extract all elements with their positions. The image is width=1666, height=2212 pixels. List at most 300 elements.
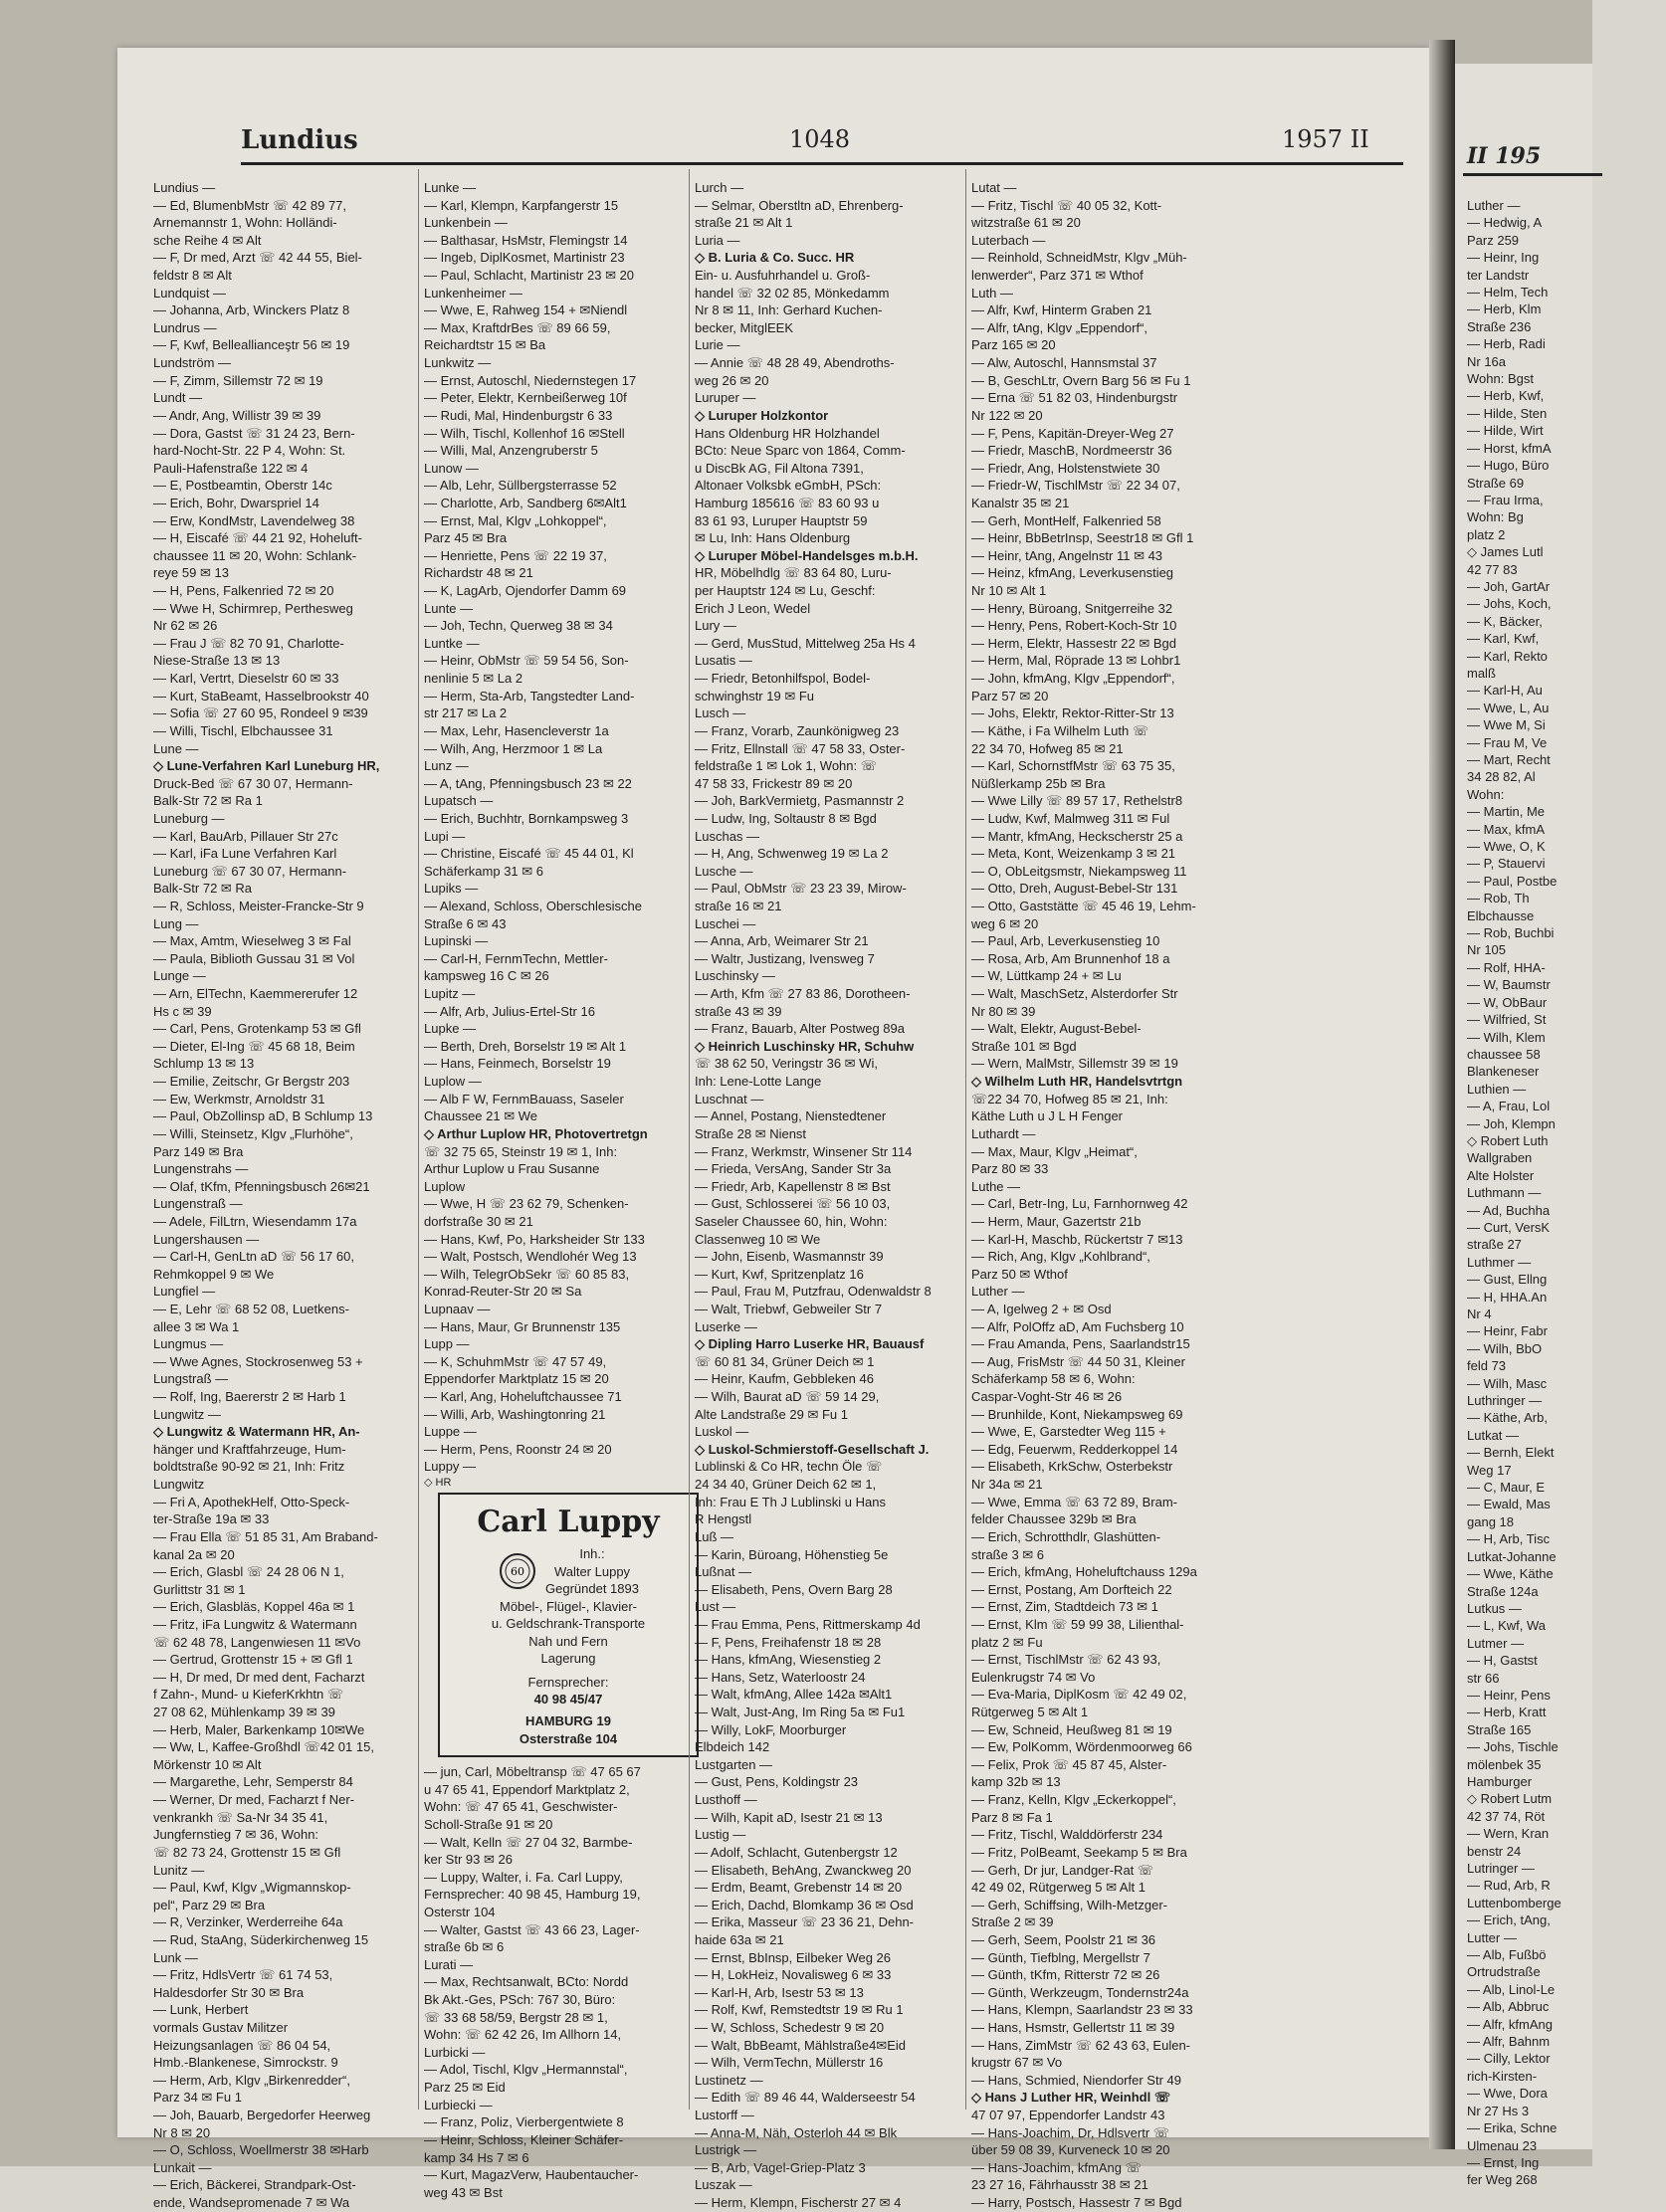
- directory-entry: Hamburg 185616 ☏ 83 60 93 u: [695, 495, 880, 510]
- directory-entry: — Willi, Arb, Washingtonring 21: [424, 1406, 606, 1422]
- surname-heading: Lungmus —: [153, 1336, 224, 1352]
- directory-entry: — Max, Lehr, Hasencleverstr 1a: [424, 722, 609, 738]
- ad-line-1: Möbel-, Flügel-, Klavier-: [500, 1598, 637, 1614]
- directory-entry: — Kurt, StaBeamt, Hasselbrookstr 40: [153, 688, 369, 704]
- surname-heading: Luneburg —: [153, 810, 225, 826]
- directory-entry: — Hans-Joachim, Dr, Hdlsvertr ☏: [971, 2124, 1170, 2140]
- directory-entry: — Franz, Bauarb, Alter Postweg 89a: [695, 1021, 905, 1037]
- directory-entry: — Erich, kfmAng, Hoheluftchauss 129a: [971, 1564, 1197, 1580]
- ad-owner: Walter Luppy: [553, 1563, 631, 1579]
- directory-entry: — E, Lehr ☏ 68 52 08, Luetkens-: [153, 1302, 349, 1316]
- surname-heading: Luschnat —: [695, 1091, 764, 1106]
- directory-entry: Parz 165 ✉ 20: [971, 337, 1056, 353]
- directory-entry: u 47 65 41, Eppendorf Marktplatz 2,: [424, 1781, 630, 1797]
- directory-entry: — Hans, Klempn, Saarlandstr 23 ✉ 33: [971, 2002, 1193, 2018]
- directory-entry: — Annie ☏ 48 28 49, Abendroths-: [695, 355, 895, 371]
- directory-entry: — Wilh, TelegrObSekr ☏ 60 85 83,: [424, 1266, 630, 1282]
- directory-page: [117, 48, 1429, 2211]
- surname-heading: Lutat —: [971, 180, 1017, 195]
- directory-entry: — Max, Amtm, Wieselweg 3 ✉ Fal: [153, 933, 351, 949]
- directory-entry: — Wilh, Kapit aD, Isestr 21 ✉ 13: [695, 1809, 883, 1825]
- directory-entry: — Friedr-W, TischlMstr ☏ 22 34 07,: [971, 478, 1180, 494]
- directory-entry: — Hans, Hsmstr, Gellertstr 11 ✉ 39: [971, 2019, 1175, 2035]
- book-gutter: [1429, 40, 1455, 2149]
- surname-heading: Luß —: [695, 1528, 734, 1544]
- next-page-line: Lutkus —: [1467, 1600, 1522, 1616]
- next-page-line: Straße 124a: [1467, 1583, 1539, 1599]
- directory-entry: Käthe Luth u J L H Fenger: [971, 1108, 1124, 1124]
- surname-heading: Lury —: [695, 618, 736, 634]
- directory-entry: — Brunhilde, Kont, Niekampsweg 69: [971, 1406, 1183, 1422]
- next-page-line: Lutringer —: [1467, 1861, 1535, 1876]
- surname-heading: Lußnat —: [695, 1564, 752, 1580]
- next-page-line: — Hilde, Sten: [1467, 405, 1548, 421]
- directory-entry: Arthur Luplow u Frau Susanne: [424, 1161, 600, 1177]
- surname-heading: Lundrus —: [153, 319, 217, 335]
- surname-heading: Lurati —: [424, 1956, 474, 1972]
- surname-heading: Luterbach —: [971, 232, 1046, 248]
- directory-entry: Ein- u. Ausfuhrhandel u. Groß-: [695, 268, 871, 284]
- next-page-line: Wallgraben: [1467, 1150, 1533, 1166]
- next-page-rule: [1463, 173, 1602, 176]
- directory-entry: — Wwe Agnes, Stockrosenweg 53 +: [153, 1353, 363, 1369]
- directory-entry: — Sofia ☏ 27 60 95, Rondeel 9 ✉39: [153, 705, 368, 721]
- next-page-line: Hamburger: [1467, 1773, 1533, 1789]
- directory-entry: — Ernst, TischlMstr ☏ 62 43 93,: [971, 1652, 1161, 1668]
- surname-heading: Luplow —: [424, 1074, 482, 1090]
- next-page-line: — H, Arb, Tisc: [1467, 1531, 1551, 1547]
- surname-heading: Luschas —: [695, 828, 760, 844]
- directory-entry: hänger und Kraftfahrzeuge, Hum-: [153, 1441, 346, 1457]
- directory-entry: — Ludw, Kwf, Malmweg 311 ✉ Ful: [971, 810, 1170, 826]
- surname-heading: Lunge —: [153, 968, 206, 984]
- directory-entry: — Ed, BlumenbMstr ☏ 42 89 77,: [153, 197, 347, 213]
- directory-entry: — A, tAng, Pfenningsbusch 23 ✉ 22: [424, 775, 632, 791]
- next-page-line: Lutkat-Johanne: [1467, 1548, 1557, 1564]
- directory-entry: Classenweg 10 ✉ We: [695, 1231, 821, 1247]
- directory-entry: schwinghstr 19 ✉ Fu: [695, 688, 814, 704]
- directory-entry: — Ludw, Ing, Soltaustr 8 ✉ Bgd: [695, 810, 877, 826]
- surname-heading: Lunitz —: [153, 1862, 205, 1878]
- directory-entry: — Ernst, Autoschl, Niedernstegen 17: [424, 372, 637, 388]
- directory-entry: — F, Zimm, Sillemstr 72 ✉ 19: [153, 372, 323, 388]
- directory-entry: — Franz, Poliz, Vierbergentwiete 8: [424, 2114, 624, 2130]
- directory-entry: — Dieter, El-Ing ☏ 45 68 18, Beim: [153, 1038, 355, 1054]
- directory-entry: — B, GeschLtr, Overn Barg 56 ✉ Fu 1: [971, 372, 1191, 388]
- directory-entry: boldtstraße 90-92 ✉ 21, Inh: Fritz: [153, 1459, 345, 1475]
- directory-entry: — H, Dr med, Dr med dent, Facharzt: [153, 1669, 365, 1685]
- directory-entry: chaussee 11 ✉ 20, Wohn: Schlank-: [153, 547, 357, 563]
- directory-entry: — Frieda, VersAng, Sander Str 3a: [695, 1161, 892, 1177]
- next-page-line: Nr 16a: [1467, 353, 1507, 369]
- next-page-line: Straße 165: [1467, 1721, 1532, 1737]
- directory-entry: — jun, Carl, Möbeltransp ☏ 47 65 67: [424, 1764, 641, 1780]
- directory-entry: — W, Schloss, Schedestr 9 ✉ 20: [695, 2019, 885, 2035]
- surname-heading: Lungenstraß —: [153, 1196, 243, 1212]
- next-page-line: 42 37 74, Röt: [1467, 1808, 1546, 1824]
- next-page-line: — Wwe, Dora: [1467, 2086, 1548, 2102]
- directory-entry: 23 27 16, Fährhausstr 38 ✉ 21: [971, 2177, 1148, 2193]
- directory-entry: Straße 6 ✉ 43: [424, 915, 507, 931]
- next-page-line: Luttenbomberge: [1467, 1895, 1562, 1910]
- directory-entry: Heizungsanlagen ☏ 86 04 54,: [153, 2037, 331, 2053]
- directory-entry: — Joh, BarkVermietg, Pasmannstr 2: [695, 793, 905, 809]
- directory-entry: Nr 8 ✉ 11, Inh: Gerhard Kuchen-: [695, 302, 883, 318]
- directory-entry: — Edg, Feuerwm, Redderkoppel 14: [971, 1441, 1178, 1457]
- anniversary-badge-icon: [498, 1551, 537, 1591]
- directory-entry: pel“, Parz 29 ✉ Bra: [153, 1897, 266, 1912]
- directory-entry: — Walt, Postsch, Wendlohér Weg 13: [424, 1249, 637, 1265]
- directory-entry: Gurlittstr 31 ✉ 1: [153, 1581, 246, 1597]
- next-page-line: — Erich, tAng,: [1467, 1912, 1551, 1928]
- next-page-line: — Helm, Tech: [1467, 285, 1549, 301]
- directory-entry: — Joh, Bauarb, Bergedorfer Heerweg: [153, 2108, 371, 2123]
- surname-heading: Lupinski —: [424, 933, 489, 949]
- directory-entry: — Carl-H, FernmTechn, Mettler-: [424, 950, 608, 966]
- next-page-lines: [1467, 197, 1666, 2189]
- directory-entry: — Willi, Steinsetz, Klgv „Flurhöhe“,: [153, 1125, 353, 1141]
- directory-entry: — Paula, Biblioth Gussau 31 ✉ Vol: [153, 950, 355, 966]
- next-page-line: — Paul, Postbe: [1467, 873, 1558, 889]
- surname-heading: Lustorff —: [695, 2108, 754, 2123]
- next-page-line: Luther —: [1467, 198, 1521, 213]
- directory-entry: — Alfr, tAng, Klgv „Eppendorf“,: [971, 319, 1148, 335]
- next-page-line: — C, Maur, E: [1467, 1480, 1546, 1496]
- directory-entry: — Günth, Tiefblng, Mergellstr 7: [971, 1949, 1150, 1965]
- directory-entry: witzstraße 61 ✉ 20: [971, 215, 1081, 231]
- directory-entry: — Herm, Elektr, Hassestr 22 ✉ Bgd: [971, 635, 1176, 651]
- directory-entry: — Frau Emma, Pens, Rittmerskamp 4d: [695, 1616, 921, 1632]
- directory-entry: Pauli-Hafenstraße 122 ✉ 4: [153, 460, 309, 476]
- directory-entry: — Karl-H, Arb, Isestr 53 ✉ 13: [695, 1984, 864, 2000]
- directory-entry: — Peter, Elektr, Kernbeißerweg 10f: [424, 390, 627, 406]
- directory-entry: — E, Postbeamtin, Oberstr 14c: [153, 478, 332, 494]
- next-page-line: — Alb, Fußbö: [1467, 1947, 1547, 1963]
- directory-entry: — Erich, Buchhtr, Bornkampsweg 3: [424, 810, 629, 826]
- next-page-line: — H, HHA.An: [1467, 1289, 1548, 1305]
- next-page-line: — Rob, Th: [1467, 891, 1530, 906]
- next-page-line: — Johs, Koch,: [1467, 596, 1552, 612]
- next-page-line: — Käthe, Arb,: [1467, 1410, 1548, 1426]
- directory-entry: — Franz, Werkmstr, Winsener Str 114: [695, 1143, 913, 1159]
- directory-entry: — Lunk, Herbert: [153, 2002, 249, 2018]
- next-page-line: — Hilde, Wirt: [1467, 423, 1544, 439]
- directory-entry: — Annel, Postang, Nienstedtener: [695, 1108, 887, 1124]
- directory-entry: — Max, Maur, Klgv „Heimat“,: [971, 1143, 1138, 1159]
- directory-entry: straße 43 ✉ 39: [695, 1003, 782, 1019]
- directory-entry: — Charlotte, Arb, Sandberg 6✉Alt1: [424, 495, 627, 510]
- next-page-line: — Ernst, Ing: [1467, 2154, 1540, 2170]
- directory-entry: — Wwe, E, Rahweg 154 + ✉Niendl: [424, 302, 628, 318]
- directory-entry: — Carl-H, GenLtn aD ☏ 56 17 60,: [153, 1249, 354, 1265]
- directory-entry: — Johs, Elektr, Rektor-Ritter-Str 13: [971, 705, 1174, 721]
- directory-entry: — K, SchuhmMstr ☏ 47 57 49,: [424, 1353, 607, 1369]
- surname-heading: Luskol —: [695, 1424, 749, 1440]
- next-page-line: — Wwe, Käthe: [1467, 1566, 1554, 1582]
- next-page-line: — Rud, Arb, R: [1467, 1878, 1551, 1894]
- directory-entry: — Paul, ObMstr ☏ 23 23 39, Mirow-: [695, 881, 907, 897]
- directory-entry: — Walt, MaschSetz, Alsterdorfer Str: [971, 986, 1178, 1002]
- next-page-line: — Herb, Kratt: [1467, 1705, 1547, 1720]
- directory-entry: — Mantr, kfmAng, Heckscherstr 25 a: [971, 828, 1183, 844]
- directory-entry: Osterstr 104: [424, 1904, 496, 1919]
- next-page-line: — Curt, VersK: [1467, 1219, 1551, 1235]
- surname-heading: Lunke —: [424, 180, 477, 195]
- next-page-line: Straße 69: [1467, 475, 1525, 491]
- directory-entry: — Heinz, kfmAng, Leverkusenstieg: [971, 565, 1174, 581]
- next-page-line: — Heinr, Ing: [1467, 250, 1540, 266]
- next-page-line: — Frau M, Ve: [1467, 734, 1548, 750]
- directory-entry: haide 63a ✉ 21: [695, 1931, 784, 1947]
- directory-entry: — Olaf, tKfm, Pfenningsbusch 26✉21: [153, 1178, 370, 1194]
- next-page-line: — Erika, Schne: [1467, 2120, 1558, 2136]
- directory-entry: Mörkenstr 10 ✉ Alt: [153, 1756, 262, 1772]
- directory-entry: — Paul, Schlacht, Martinistr 23 ✉ 20: [424, 268, 635, 284]
- directory-entry: — Alb F W, FernmBauass, Saseler: [424, 1091, 624, 1106]
- directory-entry: — Hans, ZimMstr ☏ 62 43 63, Eulen-: [971, 2037, 1190, 2053]
- directory-entry: — Waltr, Justizang, Ivensweg 7: [695, 950, 875, 966]
- directory-entry: Nr 34a ✉ 21: [971, 1477, 1043, 1493]
- directory-entry: — H, Pens, Falkenried 72 ✉ 20: [153, 583, 334, 599]
- directory-entry: Luneburg ☏ 67 30 07, Hermann-: [153, 863, 347, 879]
- directory-entry: ◇ Arthur Luplow HR, Photovertretgn: [424, 1125, 648, 1141]
- directory-entry: — Erdm, Beamt, Grebenstr 14 ✉ 20: [695, 1880, 903, 1896]
- next-page-line: — Alfr, kfmAng: [1467, 2016, 1553, 2032]
- directory-entry: — Adele, FilLtrn, Wiesendamm 17a: [153, 1213, 357, 1229]
- directory-entry: — Balthasar, HsMstr, Flemingstr 14: [424, 232, 628, 248]
- directory-entry: — Heinr, Schloss, Kleiner Schäfer-: [424, 2131, 624, 2147]
- entries-column-3: [695, 179, 961, 2211]
- directory-entry: felder Chaussee 329b ✉ Bra: [971, 1511, 1137, 1527]
- directory-entry: kamp 32b ✉ 13: [971, 1774, 1061, 1790]
- directory-entry: — Wwe, E, Garstedter Weg 115 +: [971, 1424, 1166, 1440]
- entries-column-1: [153, 179, 414, 2211]
- directory-entry: — Edith ☏ 89 46 44, Walderseestr 54: [695, 2090, 916, 2106]
- directory-entry: — Herm, Maur, Gazertstr 21b: [971, 1213, 1142, 1229]
- directory-entry: Straße 28 ✉ Nienst: [695, 1125, 807, 1141]
- directory-entry: ◇ Luruper Holzkontor: [695, 407, 829, 423]
- directory-entry: ☏ 62 48 78, Langenwiesen 11 ✉Vo: [153, 1634, 361, 1650]
- next-page-line: Luthmann —: [1467, 1185, 1542, 1201]
- next-page-line: Luthien —: [1467, 1081, 1527, 1097]
- directory-entry: — Heinr, Kaufm, Gebbleken 46: [695, 1371, 874, 1387]
- directory-entry: Jungfernstieg 7 ✉ 36, Wohn:: [153, 1827, 319, 1843]
- surname-heading: Lurbicki —: [424, 2044, 486, 2060]
- directory-entry: — Günth, tKfm, Ritterstr 72 ✉ 26: [971, 1967, 1160, 1983]
- next-page-line: Blankeneser: [1467, 1064, 1540, 1080]
- next-page-line: — Max, kfmA: [1467, 821, 1546, 837]
- next-page-line: fer Weg 268: [1467, 2172, 1538, 2188]
- directory-entry: straße 16 ✉ 21: [695, 898, 782, 913]
- directory-entry: — Gerh, MontHelf, Falkenried 58: [971, 512, 1161, 528]
- directory-entry: — Hans, Maur, Gr Brunnenstr 135: [424, 1318, 621, 1334]
- directory-entry: Schäferkamp 58 ✉ 6, Wohn:: [971, 1371, 1136, 1387]
- directory-entry: ✉ Lu, Inh: Hans Oldenburg: [695, 530, 851, 546]
- directory-entry: — Rolf, Kwf, Remstedtstr 19 ✉ Ru 1: [695, 2002, 904, 2018]
- next-page-line: Lutmer —: [1467, 1635, 1525, 1651]
- directory-entry: — Fritz, Tischl ☏ 40 05 32, Kott-: [971, 197, 1162, 213]
- next-page-line: rich-Kirsten-: [1467, 2068, 1538, 2084]
- directory-entry: — Wwe H, Schirmrep, Perthesweg: [153, 600, 353, 616]
- next-page-line: Luthringer —: [1467, 1393, 1543, 1409]
- directory-entry: — F, Pens, Freihafenstr 18 ✉ 28: [695, 1634, 882, 1650]
- next-page-line: feld 73: [1467, 1358, 1507, 1374]
- directory-entry: Parz 50 ✉ Wthof: [971, 1266, 1068, 1282]
- directory-entry: — Friedr, Betonhilfspol, Bodel-: [695, 671, 871, 687]
- directory-entry: ☏ 60 81 34, Grüner Deich ✉ 1: [695, 1353, 875, 1369]
- next-page-line: 42 77 83: [1467, 561, 1518, 577]
- directory-entry: — Ernst, Mal, Klgv „Lohkoppel“,: [424, 512, 607, 528]
- next-page-line: — H, Gastst: [1467, 1653, 1538, 1669]
- directory-entry: allee 3 ✉ Wa 1: [153, 1318, 240, 1334]
- directory-entry: — O, ObLeitgsmstr, Niekampsweg 11: [971, 863, 1187, 879]
- directory-entry: Luplow: [424, 1178, 466, 1194]
- directory-entry: ◇ Luskol-Schmierstoff-Gesellschaft J.: [695, 1441, 930, 1457]
- next-page-line: straße 27: [1467, 1237, 1522, 1253]
- next-page-edge: [1455, 64, 1592, 2188]
- directory-entry: über 59 08 39, Kurveneck 10 ✉ 20: [971, 2142, 1170, 2158]
- directory-entry: — Ernst, Postang, Am Dorfteich 22: [971, 1581, 1172, 1597]
- directory-entry: — Erich, Glasbläs, Koppel 46a ✉ 1: [153, 1599, 355, 1615]
- directory-entry: — Gust, Schlosserei ☏ 56 10 03,: [695, 1196, 891, 1212]
- directory-entry: — F, Dr med, Arzt ☏ 42 44 55, Biel-: [153, 250, 362, 266]
- running-head-year: 1957 II: [1282, 125, 1369, 153]
- directory-entry: — Aug, FrisMstr ☏ 44 50 31, Kleiner: [971, 1353, 1185, 1369]
- directory-entry: Fernsprecher: 40 98 45, Hamburg 19,: [424, 1887, 641, 1903]
- surname-heading: Luther —: [971, 1284, 1025, 1300]
- next-page-line: chaussee 58: [1467, 1046, 1541, 1062]
- surname-heading: Lurch —: [695, 180, 744, 195]
- directory-entry: 27 08 62, Mühlenkamp 39 ✉ 39: [153, 1705, 335, 1720]
- surname-heading: Lungenstrahs —: [153, 1161, 249, 1177]
- directory-entry: Straße 101 ✉ Bgd: [971, 1038, 1077, 1054]
- directory-entry: — Wilh, VermTechn, Müllerstr 16: [695, 2055, 884, 2071]
- directory-entry: — Rosa, Arb, Am Brunnenhof 18 a: [971, 950, 1170, 966]
- directory-entry: — Meta, Kont, Weizenkamp 3 ✉ 21: [971, 846, 1176, 862]
- directory-entry: — Adolf, Schlacht, Gutenbergstr 12: [695, 1844, 898, 1860]
- next-page-line: — W, ObBaur: [1467, 994, 1548, 1010]
- directory-entry: — Hans, Setz, Waterloostr 24: [695, 1669, 866, 1685]
- directory-entry: — Walt, Kelln ☏ 27 04 32, Barmbe-: [424, 1834, 633, 1850]
- surname-heading: Lunkenbein —: [424, 215, 508, 231]
- surname-heading: Lustgarten —: [695, 1756, 773, 1772]
- directory-entry: Nr 122 ✉ 20: [971, 407, 1043, 423]
- surname-heading: Lusche —: [695, 863, 753, 879]
- directory-entry: — Alw, Autoschl, Hannsmstal 37: [971, 355, 1157, 371]
- directory-entry: — Kurt, MagazVerw, Haubentaucher-: [424, 2167, 639, 2183]
- directory-entry: — R, Verzinker, Werderreihe 64a: [153, 1914, 343, 1930]
- directory-entry: — Gertrud, Grottenstr 15 + ✉ Gfl 1: [153, 1652, 353, 1668]
- next-page-line: — Ad, Buchha: [1467, 1202, 1551, 1218]
- next-page-line: — Wwe M, Si: [1467, 717, 1546, 733]
- surname-heading: Lupitz —: [424, 986, 476, 1002]
- directory-entry: Rütgerweg 5 ✉ Alt 1: [971, 1705, 1089, 1720]
- directory-entry: — Luppy, Walter, i. Fa. Carl Luppy,: [424, 1869, 623, 1885]
- directory-entry: Rehmkoppel 9 ✉ We: [153, 1266, 275, 1282]
- next-page-line: 34 28 82, Al: [1467, 769, 1536, 785]
- next-page-line: str 66: [1467, 1670, 1500, 1686]
- directory-entry: Parz 25 ✉ Eid: [424, 2080, 506, 2096]
- directory-entry: — Anna-M, Näh, Osterloh 44 ✉ Blk: [695, 2124, 898, 2140]
- directory-entry: — O, Schloss, Woellmerstr 38 ✉Harb: [153, 2142, 369, 2158]
- directory-entry: — Rolf, Ing, Baererstr 2 ✉ Harb 1: [153, 1389, 346, 1405]
- directory-entry: hard-Nocht-Str. 22 P 4, Wohn: St.: [153, 443, 346, 459]
- directory-entry: — Ww, L, Kaffee-Großhdl ☏42 01 15,: [153, 1739, 374, 1755]
- directory-entry: — Eva-Maria, DiplKosm ☏ 42 49 02,: [971, 1687, 1187, 1703]
- surname-heading: Lustinetz —: [695, 2072, 763, 2088]
- directory-entry: — Friedr, Arb, Kapellenstr 8 ✉ Bst: [695, 1178, 891, 1194]
- directory-entry: — Karl, Vertrt, Dieselstr 60 ✉ 33: [153, 671, 339, 687]
- directory-entry: — Carl, Betr-Ing, Lu, Farnhornweg 42: [971, 1196, 1188, 1212]
- ad-line-4: Lagerung: [540, 1651, 596, 1667]
- surname-heading: Luschei —: [695, 915, 756, 931]
- column-divider: [689, 169, 690, 2110]
- directory-entry: — Wilh, Ang, Herzmoor 1 ✉ La: [424, 740, 603, 756]
- next-page-line: — Heinr, Fabr: [1467, 1323, 1548, 1339]
- directory-entry: Wohn: ☏ 62 42 26, Im Allhorn 14,: [424, 2027, 622, 2043]
- directory-entry: 24 34 40, Grüner Deich 62 ✉ 1,: [695, 1477, 877, 1493]
- directory-entry: 83 61 93, Luruper Hauptstr 59: [695, 512, 868, 528]
- next-page-line: — Rolf, HHA-: [1467, 959, 1546, 975]
- directory-entry: Caspar-Voght-Str 46 ✉ 26: [971, 1389, 1123, 1405]
- directory-entry: kampsweg 16 C ✉ 26: [424, 968, 549, 984]
- surname-heading: Lunte —: [424, 600, 474, 616]
- directory-entry: — Arn, ElTechn, Kaemmererufer 12: [153, 986, 358, 1002]
- directory-entry: R Hengstl: [695, 1511, 752, 1527]
- next-page-line: — Herb, Radi: [1467, 336, 1546, 352]
- directory-entry: — Paul, Kwf, Klgv „Wigmannskop-: [153, 1880, 351, 1896]
- surname-heading: Lustrigk —: [695, 2142, 757, 2158]
- surname-heading: Lupke —: [424, 1021, 477, 1037]
- directory-entry: — Frau Amanda, Pens, Saarlandstr15: [971, 1336, 1190, 1352]
- directory-entry: ende, Wandsepromenade 7 ✉ Wa: [153, 2195, 350, 2211]
- directory-entry: str 217 ✉ La 2: [424, 705, 508, 721]
- column-divider: [418, 169, 419, 2110]
- directory-entry: — John, Eisenb, Wasmannstr 39: [695, 1249, 884, 1265]
- next-page-line: ◇ Robert Lutm: [1467, 1791, 1553, 1807]
- badge-number: 60: [511, 1565, 525, 1579]
- directory-entry: — Fritz, PolBeamt, Seekamp 5 ✉ Bra: [971, 1844, 1187, 1860]
- directory-entry: — Käthe, i Fa Wilhelm Luth ☏: [971, 722, 1149, 738]
- directory-entry: — Henry, Büroang, Snitgerreihe 32: [971, 600, 1173, 616]
- next-page-line: — Cilly, Lektor: [1467, 2051, 1551, 2067]
- next-page-line: — Karl-H, Au: [1467, 683, 1543, 699]
- directory-entry: — Emilie, Zeitschr, Gr Bergstr 203: [153, 1074, 350, 1090]
- surname-heading: Lungstraß —: [153, 1371, 229, 1387]
- surname-heading: Lunkait —: [153, 2159, 212, 2175]
- ad-owner-row: [444, 1545, 693, 1598]
- ad-line-3: Nah und Fern: [528, 1633, 608, 1649]
- surname-heading: Luria —: [695, 232, 740, 248]
- directory-entry: Nüßlerkamp 25b ✉ Bra: [971, 775, 1106, 791]
- surname-heading: Luschinsky —: [695, 968, 775, 984]
- directory-entry: — Arth, Kfm ☏ 27 83 86, Dorotheen-: [695, 986, 911, 1002]
- directory-entry: — Andr, Ang, Willistr 39 ✉ 39: [153, 407, 321, 423]
- directory-entry: f Zahn-, Mund- u KieferKrkhtn ☏: [153, 1687, 344, 1703]
- next-page-line: — Gust, Ellng: [1467, 1272, 1548, 1288]
- directory-entry: — Kurt, Kwf, Spritzenplatz 16: [695, 1266, 864, 1282]
- directory-entry: — Wwe, H ☏ 23 62 79, Schenken-: [424, 1196, 629, 1212]
- directory-entry: — Günth, Werkzeugm, Tondernstr24a: [971, 1984, 1189, 2000]
- directory-entry: — R, Schloss, Meister-Francke-Str 9: [153, 898, 364, 913]
- running-head-name: Lundius: [241, 125, 358, 155]
- directory-entry: — Elisabeth, KrkSchw, Osterbekstr: [971, 1459, 1173, 1475]
- surname-heading: Lupatsch —: [424, 793, 494, 809]
- directory-entry: kamp 34 Hs 7 ✉ 6: [424, 2149, 529, 2165]
- directory-entry: Hmb.-Blankenese, Simrockstr. 9: [153, 2055, 338, 2071]
- ad-title: Carl Luppy: [477, 1505, 660, 1540]
- directory-entry: Elbdeich 142: [695, 1739, 770, 1755]
